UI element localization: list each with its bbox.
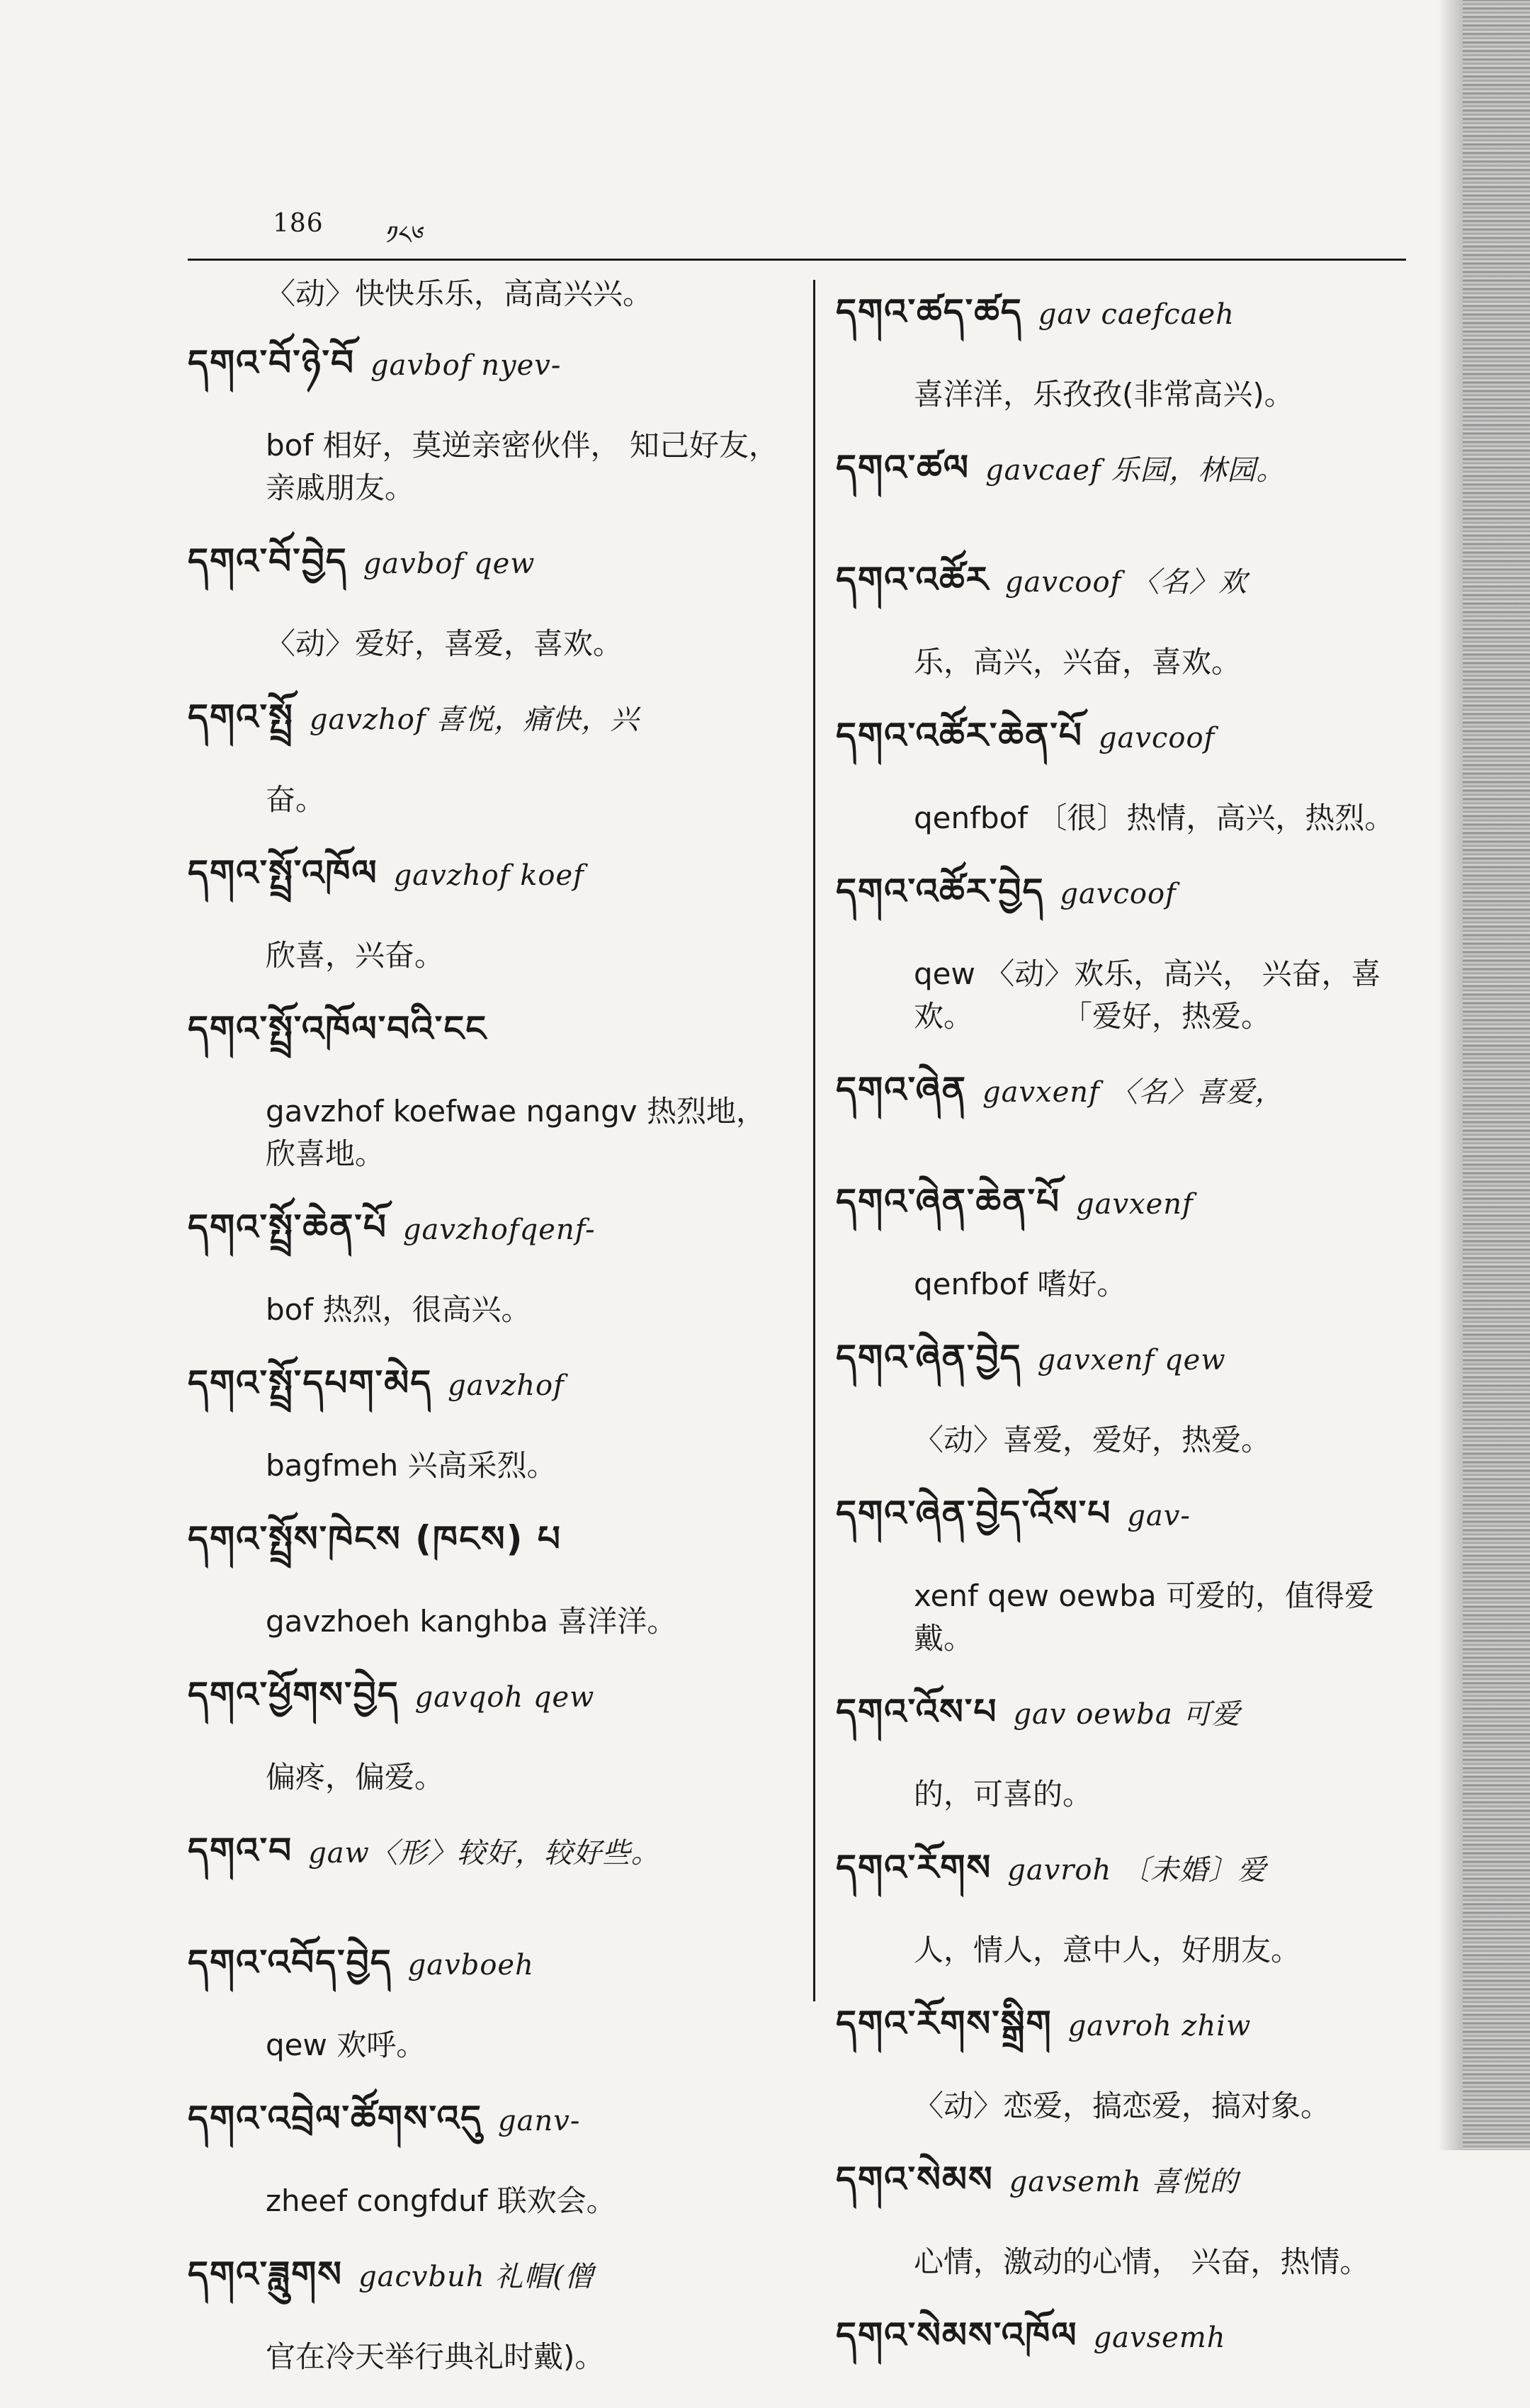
romanization: gaw〈形〉较好，较好些。 <box>308 1837 660 1870</box>
headword-line <box>836 1474 1424 1573</box>
tibetan-headword: དགའ་འབོད་བྱེད <box>188 1942 392 1983</box>
headword-line <box>836 273 1424 372</box>
tibetan-headword: དགའ་ཞེན་ཆེན་པོ <box>836 1181 1060 1222</box>
romanization: gavzhof <box>448 1369 565 1402</box>
tibetan-headword: དགའ་ཕྱོགས་བྱེད <box>188 1674 400 1715</box>
dictionary-entry <box>188 2079 786 2222</box>
definition: 偏疼，偏爱。 <box>266 1760 445 1794</box>
headword-line <box>836 2140 1424 2239</box>
tibetan-headword: དགའ་རོགས <box>836 1847 992 1888</box>
headword-line <box>836 1984 1424 2084</box>
tibetan-headword: དགའ་འོས་པ <box>836 1691 998 1732</box>
definition: 〈动〉恋爱，搞恋爱，搞对象。 <box>914 2088 1331 2123</box>
romanization: gavcoof 〈名〉欢 <box>1004 566 1248 599</box>
tibetan-headword: དགའ་ཟླུགས <box>188 2254 344 2295</box>
dictionary-entry <box>836 1673 1424 1816</box>
headword-line <box>836 541 1424 640</box>
dictionary-entry <box>188 2235 786 2378</box>
definition: gavzhoeh kanghba 喜洋洋。 <box>266 1604 677 1639</box>
tibetan-headword: དགའ་བ <box>188 1830 293 1871</box>
tibetan-headword: དགའ་ཞེན་བྱེད <box>836 1337 1022 1378</box>
dictionary-entry <box>188 678 786 821</box>
romanization: gavbof nyev- <box>370 349 562 382</box>
romanization: gav caefcaeh <box>1038 298 1235 331</box>
romanization: ganv- <box>498 2105 581 2137</box>
tibetan-headword: དགའ་བོ་བྱེད <box>188 541 348 582</box>
dictionary-entry <box>188 834 786 977</box>
definition: gavzhof koefwae ngangv 热烈地，欣喜地。 <box>266 1094 766 1171</box>
definition: qenfbof 〔很〕热情，高兴，热烈。 <box>914 801 1395 835</box>
headword-line <box>836 696 1424 796</box>
definition: bagfmeh 兴高采烈。 <box>266 1448 557 1483</box>
tibetan-headword: དགའ་སྤྲོས་ཁེངས (ཁངས) པ <box>188 1518 562 1559</box>
definition: 〈动〉爱好，喜爱，喜欢。 <box>266 626 623 661</box>
dictionary-entry <box>836 1984 1424 2127</box>
right-entries <box>836 273 1424 2395</box>
romanization: gavcaef 乐园，林园。 <box>985 454 1286 487</box>
tibetan-headword: དགའ་རོགས་སྒྲིག <box>836 2003 1053 2044</box>
romanization: gavqoh qew <box>414 1681 595 1714</box>
tibetan-headword: དགའ་ཞེན་བྱེད་འོས་པ <box>836 1493 1112 1534</box>
definition: 奋。 <box>266 782 326 817</box>
header-rule <box>188 259 1406 261</box>
romanization: gavzhof 喜悦，痛快，兴 <box>309 703 640 736</box>
dictionary-entry <box>188 1923 786 2067</box>
continuation-gloss: 〈动〉快快乐乐，高高兴兴。 <box>266 276 653 311</box>
romanization: gav oewba 可爱 <box>1013 1698 1241 1731</box>
left-column <box>188 273 786 2391</box>
tibetan-headword: དགའ་སྤྲོ <box>188 696 294 737</box>
definition: 喜洋洋，乐孜孜(非常高兴)。 <box>914 377 1294 412</box>
headword-line <box>188 1500 786 1599</box>
headword-line <box>188 1811 786 1911</box>
romanization: gavcoof <box>1098 722 1216 754</box>
definition: 心情，激动的心情， 兴奋，热情。 <box>914 2244 1370 2279</box>
right-column <box>836 273 1424 2408</box>
dictionary-entry <box>836 852 1424 1038</box>
romanization: gavroh zhiw <box>1067 2010 1252 2042</box>
definition: xenf qew oewba 可爱的，值得爱戴。 <box>914 1578 1374 1656</box>
headword-line <box>188 1656 786 1755</box>
headword-line <box>836 2296 1424 2395</box>
headword-line <box>836 1318 1424 1418</box>
headword-line <box>836 1673 1424 1772</box>
headword-line <box>188 2235 786 2334</box>
romanization: gavbof qew <box>363 548 536 580</box>
headword-line <box>188 1188 786 1287</box>
tibetan-headword: དགའ་སྤྲོ་འཁོལ་བའི་ངང <box>188 1008 487 1049</box>
romanization: gavroh 〔未婚〕爱 <box>1007 1854 1266 1887</box>
dictionary-entry <box>836 1474 1424 1660</box>
dictionary-entry <box>188 324 786 509</box>
dictionary-entry <box>188 1656 786 1799</box>
tibetan-headword: དགའ་སྤྲོ་ཆེན་པོ <box>188 1206 387 1248</box>
dictionary-entry <box>188 990 786 1175</box>
tibetan-headword: དགའ་འཚོར་ཆེན་པོ <box>836 715 1083 756</box>
dictionary-entry <box>836 429 1424 528</box>
romanization: gav- <box>1127 1500 1191 1532</box>
tibetan-headword: དགའ་ཞེན <box>836 1069 967 1110</box>
romanization: gavzhofqenf- <box>402 1214 596 1246</box>
headword-line <box>836 1163 1424 1262</box>
definition: 欣喜，兴奋。 <box>266 938 445 973</box>
tibetan-headword: དགའ་བོ་ཉེ་བོ <box>188 342 355 383</box>
dictionary-entry <box>188 1811 786 1911</box>
headword-line <box>188 1923 786 2023</box>
headword-line <box>188 834 786 933</box>
dictionary-entry <box>188 1344 786 1487</box>
romanization: gavxenf <box>1076 1188 1194 1221</box>
headword-line <box>836 1828 1424 1928</box>
dictionary-entry <box>836 541 1424 684</box>
page-number: 186 <box>273 209 324 238</box>
headword-line <box>188 678 786 777</box>
tibetan-headword: དགའ་འབྲེལ་ཚོགས་འདུ <box>188 2098 482 2139</box>
tibetan-headword: དགའ་སྤྲོ་འཁོལ <box>188 852 378 893</box>
definition: qew 〈动〉欢乐，高兴， 兴奋，喜欢。 「爱好，热爱。 <box>914 956 1381 1034</box>
scan-binding-edge <box>1463 0 1530 2150</box>
definition: bof 相好，莫逆亲密伙伴， 知己好友，亲戚朋友。 <box>266 428 778 505</box>
dictionary-entry <box>836 273 1424 416</box>
headword-line <box>836 1051 1424 1150</box>
headword-line <box>836 852 1424 951</box>
definition: qew 欢呼。 <box>266 2028 426 2062</box>
definition: zheef congfduf 联欢会。 <box>266 2183 616 2218</box>
definition: 的，可喜的。 <box>914 1777 1093 1811</box>
headword-line <box>188 2079 786 2178</box>
tibetan-headword: དགའ་ཚད་ཚད <box>836 291 1023 332</box>
tibetan-headword: དགའ་འཚོར་བྱེད <box>836 871 1045 912</box>
romanization: gavboeh <box>407 1949 534 1982</box>
dictionary-entry <box>188 1188 786 1331</box>
romanization: gavsemh 喜悦的 <box>1009 2166 1239 2198</box>
tibetan-headword: དགའ་འཚོར <box>836 559 990 600</box>
headword-line <box>188 324 786 423</box>
dictionary-entry <box>836 2140 1424 2283</box>
dictionary-entry <box>836 1051 1424 1150</box>
dictionary-entry <box>836 2296 1424 2395</box>
romanization: gavsemh <box>1093 2322 1226 2354</box>
romanization: gavzhof koef <box>393 859 584 892</box>
headword-line <box>188 990 786 1089</box>
tibetan-headword: དགའ་སྤྲོ་དཔག་མེད <box>188 1362 433 1403</box>
dictionary-entry <box>836 1828 1424 1972</box>
dictionary-entry <box>188 522 786 665</box>
page-number-tibetan: ༡༨༦ <box>386 221 425 250</box>
headword-line <box>188 1344 786 1443</box>
headword-line <box>188 522 786 621</box>
definition: 人，情人，意中人，好朋友。 <box>914 1933 1301 1967</box>
definition: 官在冷天举行典礼时戴)。 <box>266 2339 605 2374</box>
scan-shadow <box>1438 0 1463 2150</box>
romanization: gavxenf 〈名〉喜爱， <box>982 1076 1284 1109</box>
definition: bof 热烈，很高兴。 <box>266 1292 531 1327</box>
dictionary-entry <box>836 1318 1424 1462</box>
romanization: gavxenf qew <box>1037 1344 1226 1377</box>
tibetan-headword: དགའ་ཚལ <box>836 447 970 488</box>
dictionary-entry <box>836 1163 1424 1306</box>
romanization: gavcoof <box>1060 878 1177 910</box>
dictionary-entry <box>188 1500 786 1643</box>
definition: 乐，高兴，兴奋，喜欢。 <box>914 645 1242 679</box>
column-divider <box>813 280 815 2001</box>
romanization: gacvbuh 礼帽(僧 <box>358 2261 594 2293</box>
headword-line <box>836 429 1424 528</box>
tibetan-headword: དགའ་སེམས <box>836 2159 994 2200</box>
dictionary-entry <box>836 696 1424 840</box>
left-entries <box>188 324 786 2378</box>
definition: qenfbof 嗜好。 <box>914 1267 1127 1301</box>
tibetan-headword: དགའ་སེམས་འཁོལ <box>836 2314 1078 2356</box>
definition: 〈动〉喜爱，爱好，热爱。 <box>914 1423 1271 1457</box>
